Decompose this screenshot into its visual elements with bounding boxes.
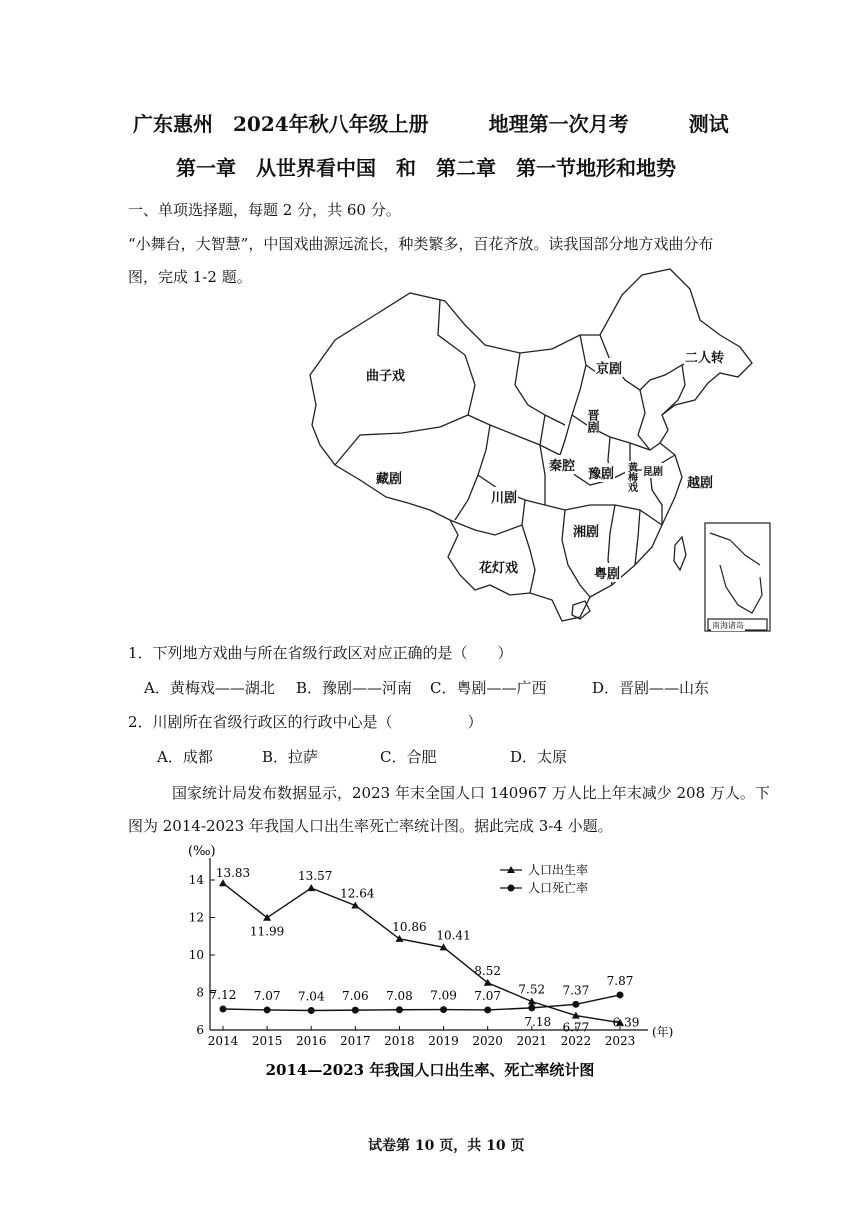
- q2-option-c: C．合肥: [380, 748, 437, 766]
- death-rate-data-label: 7.87: [606, 973, 634, 988]
- q2-stem: 2．川剧所在省级行政区的行政中心是（ ）: [128, 713, 483, 731]
- q2-option-d: D．太原: [510, 748, 568, 766]
- death-rate-data-label: 7.04: [297, 989, 325, 1004]
- map-label-yueju-zhejiang: 越剧: [686, 472, 714, 491]
- passage-line-2: 图为 2014-2023 年我国人口出生率死亡率统计图。据此完成 3-4 小题。: [128, 817, 613, 835]
- y-tick-label: 14: [188, 873, 204, 887]
- x-tick-label: 2023: [604, 1034, 636, 1048]
- birth-rate-line: [223, 883, 620, 1023]
- y-axis-unit: (‰): [188, 844, 216, 859]
- q2-option-b: B．拉萨: [262, 748, 319, 766]
- map-label-kunju: 昆剧: [642, 463, 664, 478]
- legend-label: 人口死亡率: [528, 881, 589, 895]
- opera-distribution-map: [290, 265, 780, 640]
- q1-option-a: A．黄梅戏——湖北: [144, 679, 275, 697]
- map-label-jingju: 京剧: [595, 358, 623, 377]
- q1-stem: 1．下列地方戏曲与所在省级行政区对应正确的是（ ）: [128, 644, 513, 662]
- q2-option-a: A．成都: [157, 748, 213, 766]
- death-rate-point: [528, 1004, 535, 1011]
- birth-rate-data-label: 12.64: [340, 886, 375, 901]
- death-rate-data-label: 7.37: [562, 983, 590, 998]
- map-label-qinqiang: 秦腔: [548, 455, 576, 474]
- birth-rate-data-label: 13.57: [298, 869, 333, 884]
- map-label-huangmeixi: 黄梅戏: [625, 462, 637, 492]
- death-rate-point: [396, 1006, 403, 1013]
- death-rate-point: [484, 1006, 491, 1013]
- death-rate-data-label: 7.07: [253, 988, 281, 1003]
- map-label-xiangju: 湘剧: [572, 521, 600, 540]
- y-tick-label: 8: [196, 985, 204, 1000]
- x-tick-label: 2022: [560, 1034, 592, 1048]
- birth-rate-data-label: 10.86: [392, 919, 427, 934]
- x-tick-label: 2019: [428, 1034, 459, 1048]
- section-heading: 一、单项选择题，每题 2 分，共 60 分。: [128, 201, 401, 219]
- map-label-yueju-guangdong: 粤剧: [593, 563, 621, 582]
- intro-line-1: “小舞台，大智慧”，中国戏曲源远流长，种类繁多，百花齐放。读我国部分地方戏曲分布: [128, 235, 714, 253]
- death-rate-data-label: 7.09: [430, 988, 457, 1003]
- map-label-errenzhuan: 二人转: [684, 347, 725, 366]
- china-map-outline: [290, 265, 780, 640]
- death-rate-data-label: 7.12: [209, 988, 237, 1002]
- map-label-yuju: 豫剧: [587, 463, 615, 482]
- map-label-quzixi: 曲子戏: [365, 365, 406, 384]
- birth-rate-data-label: 8.52: [474, 963, 502, 978]
- x-tick-label: 2016: [295, 1034, 327, 1048]
- birth-rate-data-label: 7.52: [518, 982, 546, 997]
- death-rate-data-label: 7.07: [474, 988, 502, 1003]
- map-label-jinju: 晋剧: [586, 409, 600, 433]
- death-rate-data-label: 7.06: [341, 989, 369, 1004]
- q1-option-b: B．豫剧——河南: [296, 679, 413, 697]
- x-tick-label: 2014: [207, 1034, 239, 1048]
- birth-rate-data-label: 10.41: [436, 928, 471, 943]
- birth-rate-data-label: 6.77: [562, 1020, 590, 1035]
- death-rate-point: [220, 1006, 227, 1013]
- south-sea-inset: [705, 523, 770, 631]
- x-axis-unit: (年): [652, 1025, 674, 1039]
- q1-option-c: C．粤剧——广西: [430, 679, 547, 697]
- birth-rate-point: [307, 884, 315, 891]
- q1-option-d: D．晋剧——山东: [592, 679, 710, 697]
- page-footer: 试卷第 10 页，共 10 页: [368, 1138, 525, 1154]
- legend-label: 人口出生率: [528, 863, 589, 877]
- map-label-chuanju: 川剧: [490, 487, 518, 506]
- death-rate-line: [223, 995, 620, 1011]
- birth-rate-data-label: 11.99: [249, 924, 285, 939]
- exam-title: 广东惠州 2024年秋八年级上册 地理第一次月考 测试: [133, 112, 729, 136]
- death-rate-data-label: 7.18: [524, 1014, 552, 1029]
- intro-line-2: 图，完成 1-2 题。: [128, 268, 252, 286]
- death-rate-data-label: 7.08: [386, 988, 413, 1003]
- x-tick-label: 2017: [340, 1034, 371, 1048]
- birth-rate-data-label: 6.39: [612, 1015, 640, 1030]
- passage-line-1: 国家统计局发布数据显示，2023 年末全国人口 140967 万人比上年末减少 208 万人。下: [172, 784, 770, 802]
- chart-title: 2014—2023 年我国人口出生率、死亡率统计图: [265, 1061, 595, 1079]
- y-tick-label: 12: [188, 910, 204, 925]
- x-tick-label: 2018: [384, 1034, 415, 1048]
- death-rate-point: [264, 1006, 271, 1013]
- y-tick-label: 6: [196, 1023, 204, 1037]
- legend-circle-marker: [508, 885, 515, 892]
- birth-rate-point: [219, 879, 227, 886]
- x-tick-label: 2020: [472, 1034, 503, 1048]
- inset-label: 南海诸岛: [712, 621, 744, 630]
- x-tick-label: 2015: [251, 1034, 283, 1048]
- death-rate-point: [572, 1001, 579, 1008]
- death-rate-point: [440, 1006, 447, 1013]
- birth-rate-data-label: 13.83: [215, 866, 251, 881]
- y-tick-label: 10: [188, 948, 204, 962]
- chart-svg: [170, 840, 690, 1080]
- map-label-zangju: 藏剧: [375, 468, 403, 487]
- x-tick-label: 2021: [516, 1034, 548, 1048]
- death-rate-point: [617, 991, 624, 998]
- population-rate-chart: [170, 840, 690, 1080]
- death-rate-point: [352, 1007, 359, 1014]
- exam-subtitle: 第一章 从世界看中国 和 第二章 第一节地形和地势: [176, 156, 676, 180]
- map-label-huadengxi: 花灯戏: [478, 557, 519, 576]
- death-rate-point: [308, 1007, 315, 1014]
